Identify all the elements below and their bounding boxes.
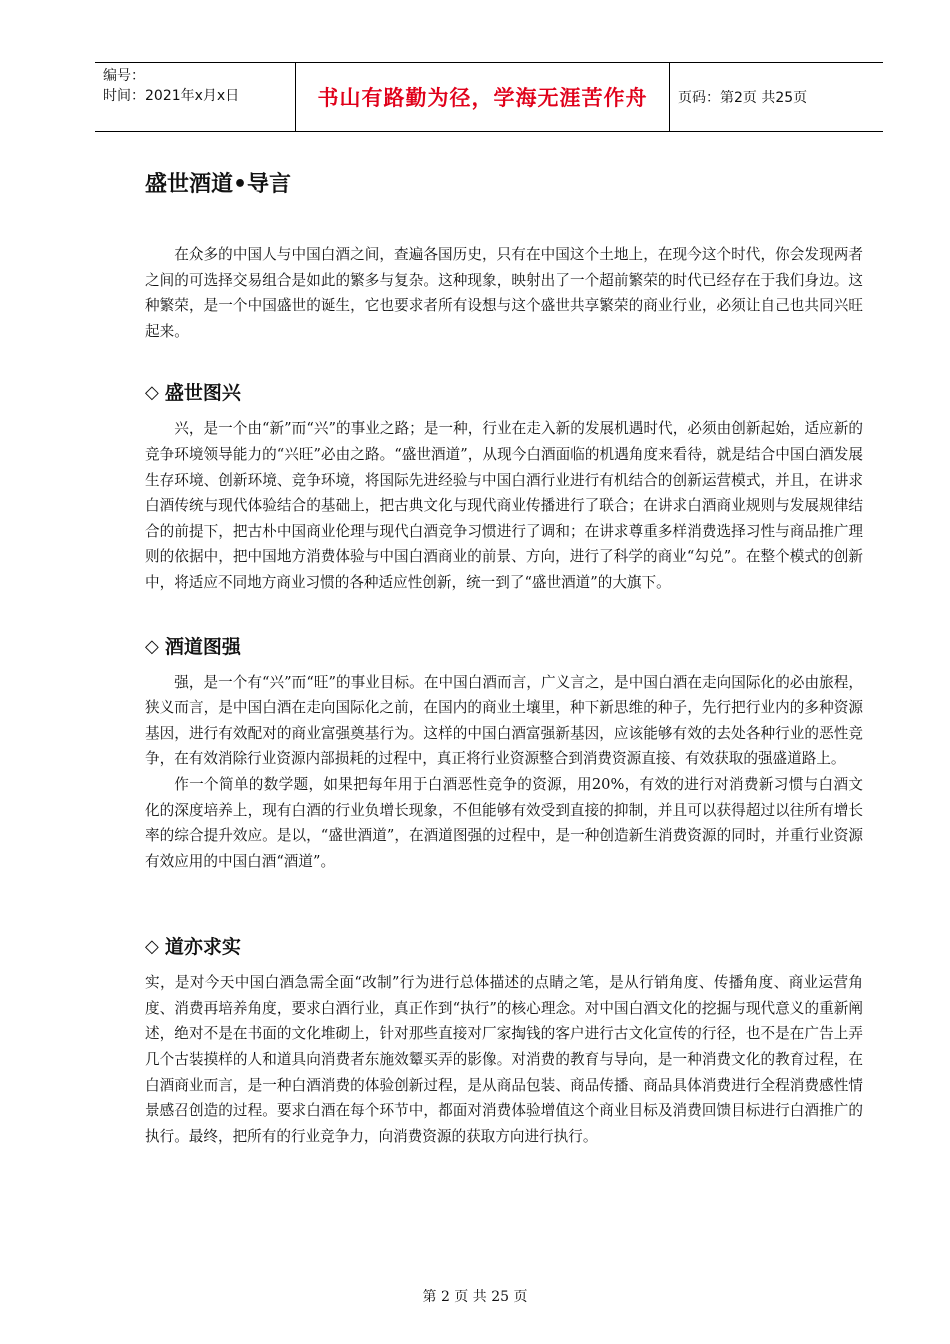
section-1-paragraph: 兴，是一个由“新”而“兴”的事业之路；是一种，行业在走入新的发展机遇时代，必须由创新起始，适应新的竞争环境领导能力的“兴旺”必由之路。“盛世酒道”，从现今白酒面临的机遇角度来看待，就是结合中国白酒发展生存环境、创新环境、竞争环境，将国际先进经验与中国白酒行业进行有机结合的创新运营模式，并且，在讲求白酒传统与现代体验结合的基础上，把古典文化与现代商业传播进行了联合；在讲求白酒商业规则与发展规律结合的前提下，把古朴中国商业伦理与现代白酒竞争习惯进行了调和；在讲求尊重多样消费选择习性与商品推广理则的依据中，把中国地方消费体验与中国白酒商业的前景、方向，进行了科学的商业“勾兑”。在整个模式的创新中，将适应不同地方商业习惯的各种适应性创新，统一到了“盛世酒道”的大旗下。 xyxy=(145,420,863,591)
section-2-paragraph-2: 作一个简单的数学题，如果把每年用于白酒恶性竞争的资源，用20%，有效的进行对消费新习惯与白酒文化的深度培养上，现有白酒的行业负增长现象，不但能够有效受到直接的抑制，并且可以获得超过以往所有增长率的综合提升效应。是以，“盛世酒道”，在酒道图强的过程中，是一种创造新生消费资源的同时，并重行业资源有效应用的中国白酒“酒道”。 xyxy=(145,775,863,870)
diamond-icon: ◇ xyxy=(145,635,159,657)
section-heading-3 xyxy=(145,932,863,962)
section-heading-2 xyxy=(145,632,863,662)
page-header xyxy=(95,62,883,132)
header-meta xyxy=(103,66,293,106)
section-3-paragraph: 实，是对今天中国白酒急需全面“改制”行为进行总体描述的点睛之笔，是从行销角度、传播角度、商业运营角度、消费再培养角度，要求白酒行业，真正作到“执行”的核心理念。对中国白酒文化的挖掘与现代意义的重新阐述，绝对不是在书面的文化堆砌上，针对那些直接对厂家掏钱的客户进行古文化宣传的行径，也不是在广告上弄几个古装摸样的人和道具向消费者东施效颦买弄的影像。对消费的教育与导向，是一种消费文化的教育过程，在白酒商业而言，是一种白酒消费的体验创新过程，是从商品包装、商品传播、商品具体消费进行全程消费感性情景感召创造的过程。要求白酒在每个环节中，都面对消费体验增值这个商业目标及消费回馈目标进行白酒推广的执行。最终，把所有的行业竞争力，向消费资源的获取方向进行执行。 xyxy=(145,974,863,1145)
header-time-label: 时间：2021年x月x日 xyxy=(103,88,240,104)
diamond-icon: ◇ xyxy=(145,936,159,958)
section-heading-1 xyxy=(145,378,863,408)
header-motto: 书山有路勤为径，学海无涯苦作舟 xyxy=(295,63,670,131)
section-title-text: 盛世图兴 xyxy=(164,382,241,405)
intro-paragraph: 在众多的中国人与中国白酒之间，查遍各国历史，只有在中国这个土地上，在现今这个时代，你会发现两者之间的可选择交易组合是如此的繁多与复杂。这种现象，映射出了一个超前繁荣的时代已经存在于我们身边。这种繁荣，是一个中国盛世的诞生，它也要求者所有设想与这个盛世共享繁荣的商业行业，必须让自己也共同兴旺起来。 xyxy=(145,246,863,340)
header-number-label: 编号： xyxy=(103,68,145,84)
page-footer: 第 2 页 共 25 页 xyxy=(422,1289,528,1305)
document-body xyxy=(145,160,863,1149)
document-title: 盛世酒道•导言 xyxy=(145,172,292,197)
section-title-text: 道亦求实 xyxy=(164,936,241,959)
header-page-info: 页码：第2页 共25页 xyxy=(678,90,808,106)
section-title-text: 酒道图强 xyxy=(164,635,241,658)
section-2-paragraph-1: 强，是一个有“兴”而“旺”的事业目标。在中国白酒而言，广义言之，是中国白酒在走向国际化的必由旅程，狭义而言，是中国白酒在走向国际化之前，在国内的商业土壤里，种下新思维的种子，先行把行业内的多种资源基因，进行有效配对的商业富强奠基行为。这样的中国白酒富强新基因，应该能够有效的去处各种行业的恶性竞争，在有效消除行业资源内部损耗的过程中，真正将行业资源整合到消费资源直接、有效获取的强盛道路上。 xyxy=(145,673,863,768)
diamond-icon: ◇ xyxy=(145,382,159,404)
